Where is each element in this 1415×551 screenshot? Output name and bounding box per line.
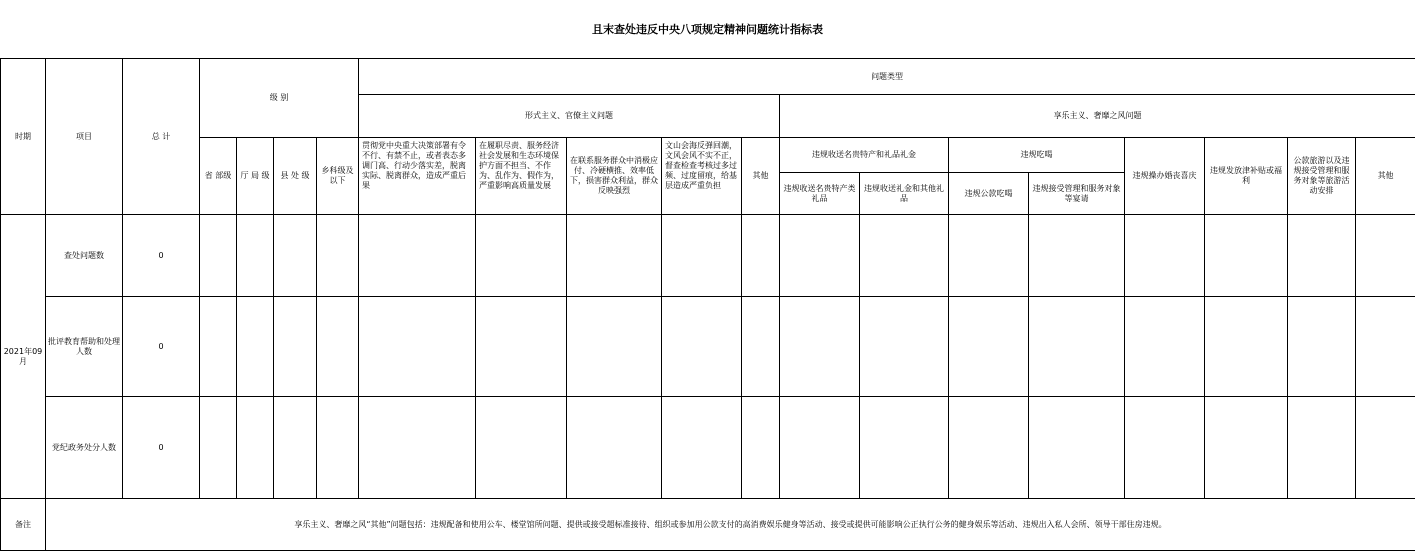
table-row [1,215,1415,297]
row-total: 0 [123,297,200,397]
header-level-township: 乡科级及以下 [317,138,359,215]
row-label: 查处问题数 [46,215,123,297]
header-hedonism-other: 其他 [1356,138,1415,215]
header-dining-banquet: 违规接受管理和服务对象等宴请 [1029,173,1125,215]
header-gifts-money: 违规收送礼金和其他礼品 [860,173,949,215]
note-text: 享乐主义、奢靡之风“其他”问题包括：违规配备和使用公车、楼堂馆所问题、提供或接受超标准接待、组织或参加用公款支付的高消费娱乐健身等活动、接受或提供可能影响公正执行公务的健身娱乐等活动、违规出入私人会所、领导干部住房违规。 [46,499,1415,551]
header-wedding: 违规操办婚丧喜庆 [1125,138,1205,215]
header-period: 时期 [1,59,46,215]
header-gifts-specialty: 违规收送名贵特产类礼品 [780,173,860,215]
page-title: 且末查处违反中央八项规定精神问题统计指标表 [592,23,823,36]
header-subsidy: 违规发放津补贴或福利 [1205,138,1288,215]
header-formalism-decision: 贯彻党中央重大决策部署有令不行、有禁不止，或者表态多调门高、行动少落实差，脱离实际、脱离群众，造成严重后果 [359,138,476,215]
table-row [1,397,1415,499]
header-level-county: 县 处 级 [274,138,317,215]
row-label: 党纪政务处分人数 [46,397,123,499]
header-formalism-duty: 在履职尽责、服务经济社会发展和生态环境保护方面不担当、不作为、乱作为、假作为，严重影响高质量发展 [476,138,567,215]
header-travel: 公款旅游以及违规接受管理和服务对象等旅游活动安排 [1288,138,1356,215]
note-label: 备注 [1,499,46,551]
header-formalism-service: 在联系服务群众中消极应付、冷硬横推、效率低下，损害群众利益，群众反映强烈 [567,138,662,215]
table-row [1,297,1415,397]
period-cell: 2021年09月 [1,215,46,499]
header-problem-type: 问题类型 [359,59,1415,95]
header-item: 项目 [46,59,123,215]
header-level: 级 别 [200,59,359,138]
header-dining: 违规吃喝 [949,138,1125,173]
header-formalism-meetings: 文山会海反弹回潮，文风会风不实不正，督查检查考核过多过频、过度留痕，给基层造成严重负担 [662,138,742,215]
header-level-province: 省 部级 [200,138,237,215]
row-total: 0 [123,215,200,297]
header-dining-public: 违规公款吃喝 [949,173,1029,215]
header-gifts: 违规收送名贵特产和礼品礼金 [780,138,949,173]
header-formalism-other: 其他 [742,138,780,215]
row-total: 0 [123,397,200,499]
header-total: 总 计 [123,59,200,215]
statistics-table [0,58,1415,551]
note-row [1,499,1415,551]
header-formalism: 形式主义、官僚主义问题 [359,95,780,138]
header-level-bureau: 厅 局 级 [237,138,274,215]
header-hedonism: 享乐主义、奢靡之风问题 [780,95,1415,138]
row-label: 批评教育帮助和处理人数 [46,297,123,397]
